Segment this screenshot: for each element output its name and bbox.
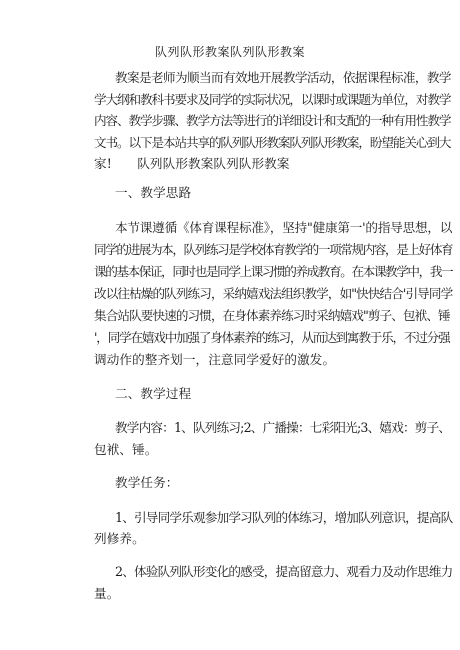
paragraph-line: 家! 队列队形教案队列队形教案 xyxy=(94,156,290,171)
paragraph-line: 内容、教学步骤、教学方法等进行的详细设计和支配的一种有用性教学 xyxy=(94,113,451,128)
section-heading: 二、教学过程 xyxy=(115,386,192,401)
paragraph-line: 教学任务： xyxy=(115,475,179,490)
paragraph-line: 文书。以下是本站共享的队列队形教案队列队形教案，盼望能关心到大 xyxy=(94,135,451,150)
paragraph-line: '，同学在嬉戏中加强了身体素养的练习，从而达到寓教于乐，不过分强 xyxy=(94,330,450,345)
paragraph-line: 改以往枯燥的队列练习，采纳嬉戏法组织教学，如"快快结合'引导同学 xyxy=(94,286,453,301)
paragraph-line: 1、引导同学乐观参加学习队列的体练习，增加队列意识，提高队 xyxy=(115,510,453,525)
paragraph-line: 列修养。 xyxy=(94,531,145,546)
section-heading: 一、教学思路 xyxy=(115,185,192,200)
paragraph-line: 同学的进展为本，队列练习是学校体育教学的一项常规内容，是上好体育 xyxy=(94,242,453,257)
paragraph-line: 教案是老师为顺当而有效地开展教学活动，依据课程标准，教学 xyxy=(115,70,451,85)
paragraph-line: 本节课遵循《体育课程标准》，坚持"健康第一'的指导思想，以 xyxy=(115,220,453,235)
paragraph-line: 学大纲和教科书要求及同学的实际状况，以课时或课题为单位，对教学 xyxy=(94,92,451,107)
paragraph-line: 课的基本保证，同时也是同学上课习惯的养成教育。在本课教学中，我一 xyxy=(94,264,453,279)
paragraph-line: 2、体验队列队形变化的感受，提高留意力、观看力及动作思维力 xyxy=(115,564,453,579)
paragraph-line: 教学内容：1、队列练习;2、广播操：七彩阳光;3、嬉戏：剪子、 xyxy=(115,420,451,435)
paragraph-line: 集合站队要快速的习惯，在身体素养练习时采纳嬉戏"剪子、包袱、锤 xyxy=(94,308,450,323)
paragraph-line: 调动作的整齐划一，注意同学爱好的激发。 xyxy=(94,352,336,367)
document-title: 队列队形教案队列队形教案 xyxy=(154,45,305,59)
paragraph-line: 量。 xyxy=(94,586,120,601)
paragraph-line: 包袱、锤。 xyxy=(94,442,158,457)
